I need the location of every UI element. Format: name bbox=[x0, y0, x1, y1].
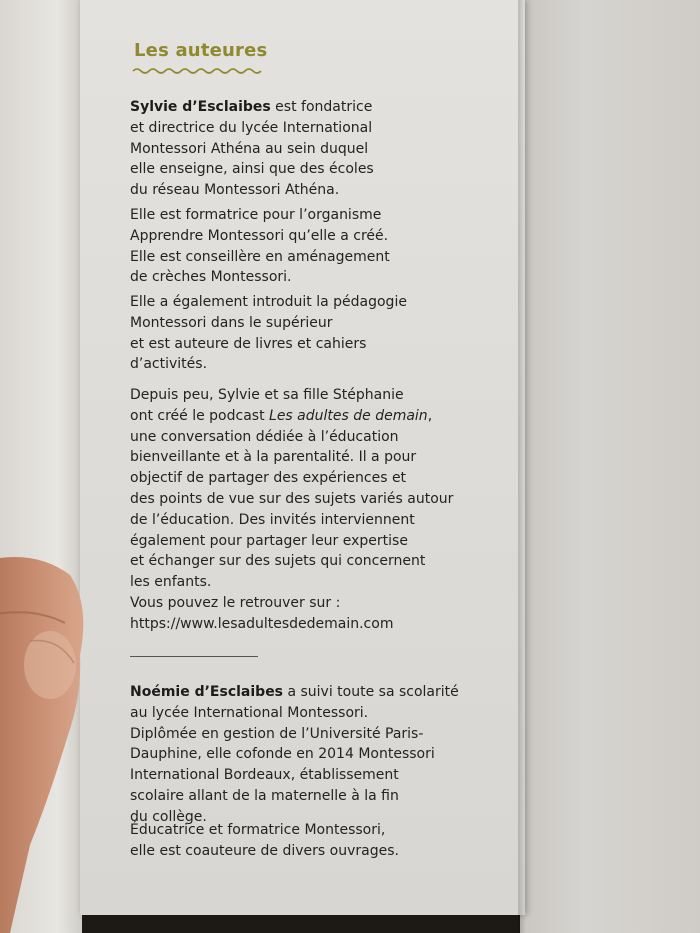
podcast-description: , une conversation dédiée à l’éducation bienveillante et à la parentalité. Il a pour objectif de partager des expériences et des points de vue sur des sujets variés autour de l’éducation. Des invités interviennent également pour partager leur expertise et échanger sur des sujets qui concernent les enfants. Vous pouvez le retrouver sur : https://www.lesadultesdedemain.com bbox=[130, 407, 454, 632]
podcast-title: Les adultes de demain bbox=[269, 407, 428, 424]
noemie-intro-paragraph bbox=[130, 682, 459, 828]
sylvie-intro-first-line: est fondatrice bbox=[270, 99, 373, 115]
sylvie-intro-line: du réseau Montessori Athéna. bbox=[130, 182, 340, 199]
noemie-intro-first-line: a suivi toute sa scolarité bbox=[283, 684, 459, 700]
noemie-intro-rest: au lycée International Montessori. Diplômée en gestion de l’Université Paris- Dauphine, elle cofonde en 2014 Montessori International Bordeaux, établissement scolaire allant de la maternelle à la fin du collège. bbox=[130, 704, 435, 825]
hand-thumb bbox=[0, 545, 95, 933]
sylvie-trainer-paragraph: Elle est formatrice pour l’organisme Apprendre Montessori qu’elle a créé. Elle est conseillère en aménagement de crèches Montessori. bbox=[130, 207, 390, 286]
sylvie-intro-line: Montessori Athéna au sein duquel bbox=[130, 140, 369, 157]
podcast-intro: Depuis peu, Sylvie et sa fille Stéphanie ont créé le podcast bbox=[130, 387, 404, 424]
next-page bbox=[520, 0, 700, 933]
noemie-educator-paragraph: Éducatrice et formatrice Montessori, elle est coauteure de divers ouvrages. bbox=[130, 822, 399, 859]
sylvie-name: Sylvie d’Esclaibes bbox=[130, 99, 271, 115]
section-heading: Les auteures bbox=[134, 40, 268, 61]
sylvie-intro-paragraph bbox=[130, 97, 374, 201]
sylvie-intro-line: elle enseigne, ainsi que des écoles bbox=[130, 161, 374, 178]
sylvie-podcast-paragraph bbox=[130, 385, 453, 635]
sylvie-intro-line: et directrice du lycée International bbox=[130, 119, 373, 136]
noemie-name: Noémie d’Esclaibes bbox=[130, 684, 284, 700]
sylvie-pedagogy-paragraph: Elle a également introduit la pédagogie Montessori dans le supérieur et est auteure de livres et cahiers d’activités. bbox=[130, 294, 407, 373]
section-divider bbox=[130, 656, 258, 657]
wavy-underline-icon bbox=[132, 66, 264, 76]
page-gutter-shadow bbox=[518, 0, 526, 933]
